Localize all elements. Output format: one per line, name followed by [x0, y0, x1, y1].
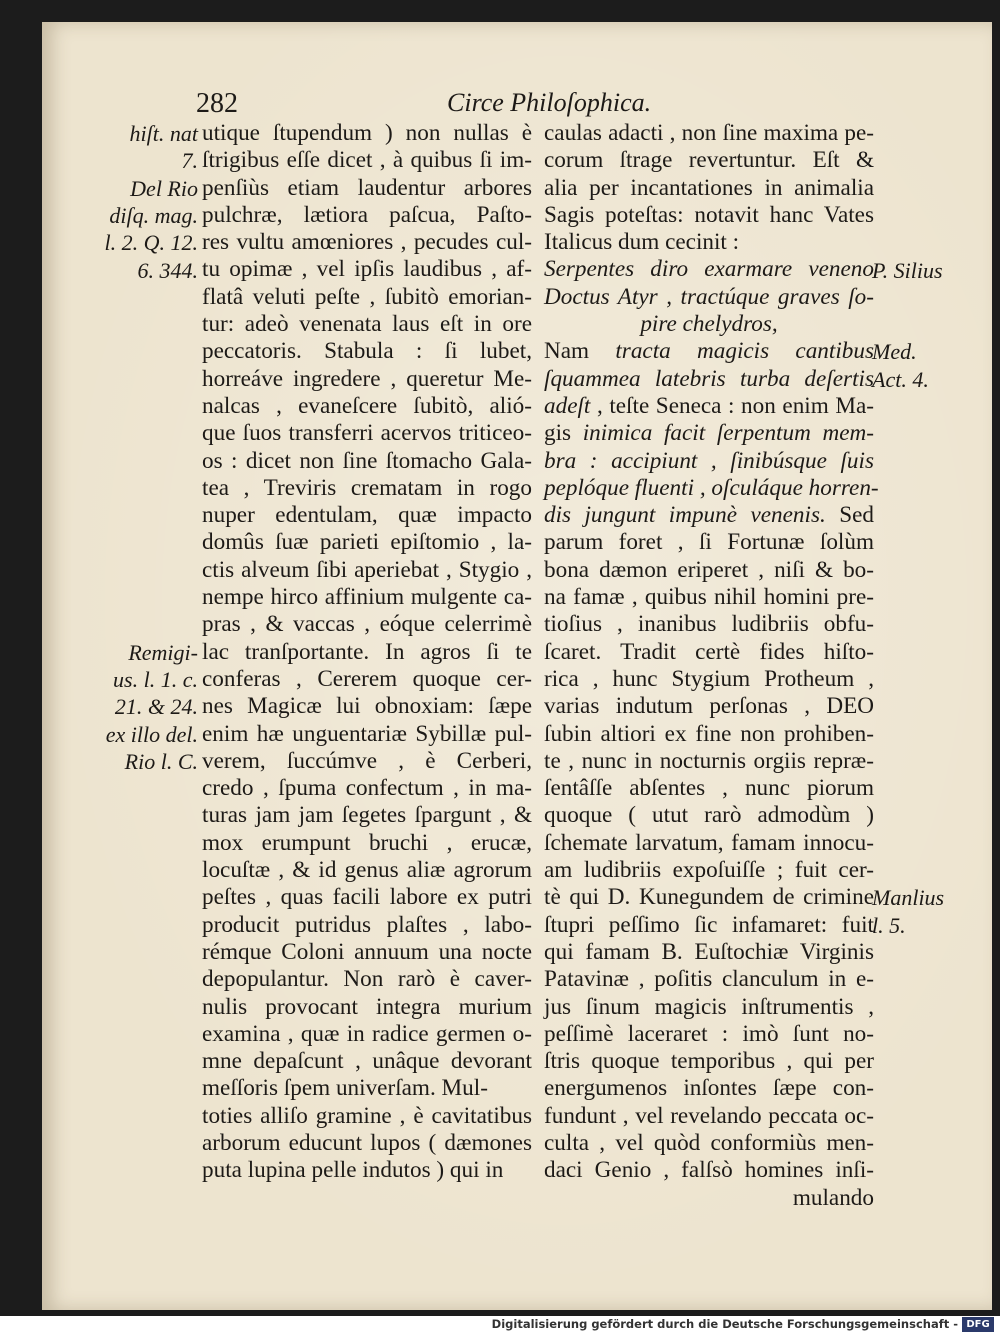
text-line: alia per incantationes in animalia [544, 174, 874, 201]
right-text-column [544, 120, 879, 1212]
text-line: puta lupina pelle indutos ) qui in [202, 1157, 504, 1184]
margin-note: Rio l. C. [124, 748, 198, 774]
text-line: Italicus dum cecinit : [544, 229, 740, 256]
page-header [0, 88, 1000, 122]
text-line: ſcaret. Tradit certè fides hiſto- [544, 638, 874, 665]
text-line: meſſoris ſpem univerſam. Mul- [202, 1075, 488, 1102]
text-line: credo , ſpuma confectum , in ma- [202, 775, 532, 802]
text-line: toties alliſo gramine , è cavitatibus [202, 1102, 532, 1129]
text-line: res vultu amœniores , pecudes cul- [202, 229, 532, 256]
text-line: horreáve ingredere , queretur Me- [202, 365, 532, 392]
text-line: Nam tracta magicis cantibus [544, 338, 874, 365]
text-line: bra : accipiunt , ſinibúsque ſuis [544, 447, 874, 474]
text-line: examina , quæ in radice germen o- [202, 1020, 532, 1047]
margin-note: us. l. 1. c. [113, 667, 198, 692]
text-line: adeſt , teſte Seneca : non enim Ma- [544, 392, 874, 419]
text-line: utique ſtupendum ) non nullas è [202, 120, 532, 146]
text-line: os : dicet non ſine ſtomacho Gala- [202, 447, 532, 474]
footer-bar [0, 1316, 1000, 1334]
text-line: pras , & vaccas , eóque celerrimè [202, 611, 532, 638]
text-line: varias indutum perſonas , DEO [544, 693, 874, 720]
margin-note: Manlius [872, 885, 945, 911]
text-line: mulando [792, 1184, 874, 1211]
text-line: ſtrigibus eſſe dicet , à quibus ſi im- [202, 147, 532, 174]
text-line: tioſius , inanibus ludibriis obfu- [544, 611, 874, 638]
text-line: energumenos inſontes ſæpe con- [544, 1075, 874, 1102]
text-line: domûs ſuæ parieti epiſtomio , la- [202, 529, 532, 556]
text-line: Sagis poteſtas: notavit hanc Vates [544, 201, 874, 228]
text-line: nuper edentulam, quæ impacto [202, 502, 532, 529]
text-line: culta , vel quòd conformiùs men- [544, 1129, 874, 1156]
left-text-column [202, 120, 532, 1185]
funding-credit: Digitalisierung gefördert durch die Deutsche Forschungsgemeinschaft - [491, 1317, 958, 1331]
text-line: bona dæmon eriperet , niſi & bo- [544, 556, 874, 583]
text-line: tea , Treviris crematam in rogo [202, 474, 532, 501]
text-line: verem, ſuccúmve , è Cerberi, [202, 747, 532, 774]
page-number: 282 [196, 88, 238, 119]
text-line: nempe hirco affinium mulgente ca- [202, 584, 532, 611]
text-line: mne depaſcunt , unâque devorant [202, 1048, 532, 1075]
margin-note: l. 2. Q. 12. [104, 230, 198, 256]
text-line: daci Genio , falſsò homines inſi- [544, 1157, 874, 1184]
text-line: peſſimè laceraret : imò ſunt no- [544, 1020, 874, 1047]
text-line: pulchræ, lætiora paſcua, Paſto- [202, 201, 532, 228]
text-line: lac tranſportante. In agros ſi te [202, 638, 532, 665]
text-line: enim hæ unguentariæ Sybillæ pul- [202, 720, 532, 747]
text-line: rica , hunc Stygium Protheum , [544, 665, 874, 692]
margin-note: l. 5. [872, 912, 906, 938]
text-line: flatâ veluti peſte , ſubitò emorian- [202, 283, 532, 310]
text-line: tu opimæ , vel ipſis laudibus , af- [202, 256, 532, 283]
text-line: ſchemate larvatum, famam innocu- [544, 829, 874, 856]
text-line: nes Magicæ lui obnoxiam: ſæpe [202, 693, 532, 720]
text-line: fundunt , vel revelando peccata oc- [544, 1102, 874, 1129]
text-line: penſiùs etiam laudentur arbores [202, 174, 532, 201]
text-line: Doctus Atyr , tractúque graves ſo- [544, 283, 874, 310]
text-line: nulis provocant integra murium [202, 993, 532, 1020]
text-line: ſubin altiori ex fine non prohiben- [544, 720, 874, 747]
text-line: depopulantur. Non rarò è caver- [202, 966, 532, 993]
text-line: conferas , Cererem quoque cer- [202, 665, 532, 692]
text-line: peſtes , quas facili labore ex putri [202, 884, 532, 911]
text-line: nalcas , evaneſcere ſubitò, alió- [202, 392, 532, 419]
text-line: tur: adeò venenata laus eſt in ore [202, 311, 532, 338]
margin-note: 6. 344. [137, 257, 198, 283]
text-line: que ſuos transferri acervos triticeo- [202, 420, 532, 447]
text-line: turas jam jam ſegetes ſpargunt , & [202, 802, 532, 829]
text-line: mox erumpunt bruchi , erucæ, [202, 829, 532, 856]
text-line: peplóque fluenti , oſculáque horren- [544, 474, 879, 501]
text-line: ſtris quoque temporibus , qui per [544, 1048, 874, 1075]
text-line: Serpentes diro exarmare veneno [544, 256, 874, 283]
text-line: gis inimica facit ſerpentum mem- [544, 420, 875, 447]
text-line: tè qui D. Kunegundem de crimine [544, 884, 874, 911]
margin-note: 7. [181, 148, 198, 174]
text-line: corum ſtrage revertuntur. Eſt & [544, 147, 874, 174]
text-line: jus ſinum magicis inſtrumentis , [544, 993, 874, 1020]
margin-note: diſq. mag. [109, 202, 198, 228]
text-line: parum foret , ſi Fortunæ ſolùm [544, 529, 874, 556]
margin-note: Act. 4. [872, 366, 929, 392]
margin-note: 21. & 24. [114, 694, 198, 720]
text-line: peccatoris. Stabula : ſi lubet, [202, 338, 532, 365]
margin-note: Remigi- [128, 639, 198, 665]
text-line: qui famam B. Euſtochiæ Virginis [544, 938, 874, 965]
text-line: pire chelydros, [640, 311, 778, 338]
text-line: Patavinæ , poſitis clanculum in e- [544, 966, 874, 993]
text-line: producit putridus plaſtes , labo- [202, 911, 532, 938]
dfg-logo: DFG [962, 1317, 994, 1332]
text-line: ſtupri peſſimo ſic infamaret: fuit [544, 911, 874, 938]
text-line: arborum educunt lupos ( dæmones [202, 1129, 532, 1156]
running-title: Circe Philoſophica. [447, 88, 652, 117]
text-line: ctis alveum ſibi aperiebat , Stygio , [202, 556, 532, 583]
text-line: te , nunc in nocturnis orgiis repræ- [544, 747, 874, 774]
text-line: caulas adacti , non ſine maxima pe- [544, 120, 874, 146]
text-line: rémque Coloni annuum una nocte [202, 938, 532, 965]
margin-note: hiſt. nat [129, 121, 198, 146]
text-line: locuſtæ , & id genus aliæ agrorum [202, 857, 532, 884]
margin-note: Med. [872, 339, 917, 365]
margin-note: Del Rio [130, 175, 198, 201]
text-line: am ludibriis expoſuiſſe ; fuit cer- [544, 857, 874, 884]
text-line: quoque ( utut rarò admodùm ) [544, 802, 874, 829]
text-line: na famæ , quibus nihil homini pre- [544, 584, 874, 611]
margin-note: ex illo del. [105, 721, 198, 747]
margin-note: P. Silius [872, 257, 943, 283]
text-line: ſentâſſe abſentes , nunc piorum [544, 775, 874, 802]
text-line: ſquammea latebris turba deſertis [544, 365, 874, 392]
text-line: dis jungunt impunè venenis. Sed [544, 502, 875, 529]
